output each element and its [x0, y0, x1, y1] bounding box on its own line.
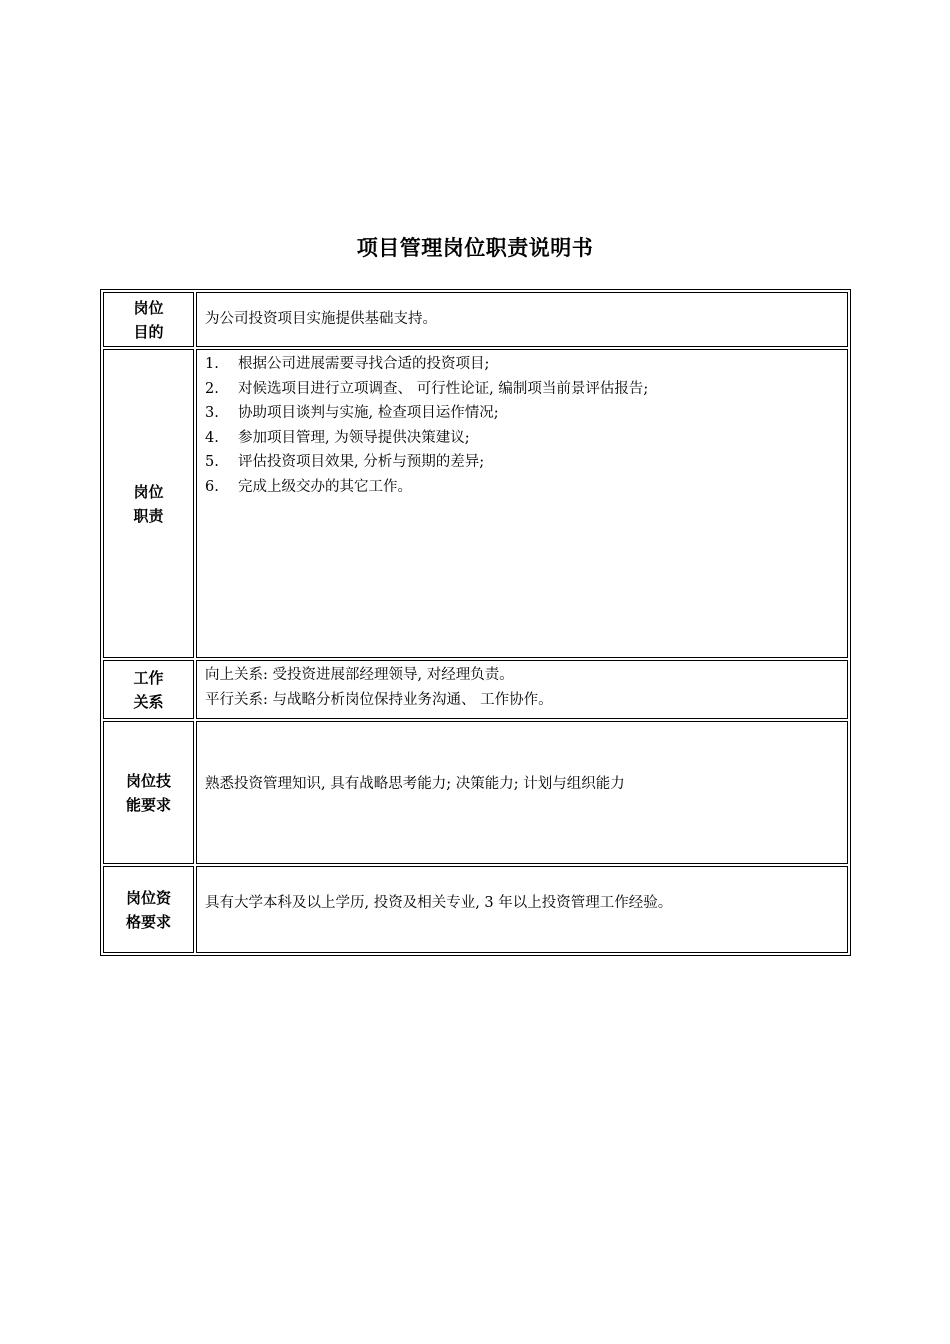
qualifications-text: 具有大学本科及以上学历, 投资及相关专业, 3 年以上投资管理工作经验。	[196, 866, 848, 953]
duties-label	[103, 349, 194, 658]
duty-text: 对候选项目进行立项调查、 可行性论证, 编制项当前景评估报告;	[238, 380, 649, 397]
upward-relation: 向上关系: 受投资进展部经理领导, 对经理负责。	[205, 667, 514, 683]
duties-row	[103, 349, 848, 658]
duty-number: 5.	[205, 454, 219, 470]
duty-number: 1.	[205, 356, 219, 372]
purpose-text: 为公司投资项目实施提供基础支持。	[196, 292, 848, 347]
duty-text: 根据公司进展需要寻找合适的投资项目;	[238, 356, 490, 372]
qualifications-label	[103, 866, 194, 953]
duty-text: 评估投资项目效果, 分析与预期的差异;	[238, 454, 485, 470]
parallel-relation: 平行关系: 与战略分析岗位保持业务沟通、 工作协作。	[205, 691, 553, 708]
skills-text: 熟悉投资管理知识, 具有战略思考能力; 决策能力; 计划与组织能力	[196, 721, 848, 864]
relations-content	[196, 660, 848, 719]
duty-text: 参加项目管理, 为领导提供决策建议;	[238, 429, 470, 446]
duties-label-line2: 职责	[133, 506, 164, 525]
purpose-label	[103, 292, 194, 347]
relations-row	[103, 660, 848, 719]
skills-label-line2: 能要求	[125, 795, 171, 814]
skills-label-line1: 岗位技	[125, 771, 171, 790]
duty-item	[205, 426, 847, 451]
purpose-label-line2: 目的	[133, 322, 164, 341]
duty-text: 完成上级交办的其它工作。	[238, 478, 412, 495]
relations-label	[103, 660, 194, 719]
duties-label-line1: 岗位	[133, 482, 164, 501]
qualifications-row	[103, 866, 848, 953]
duty-item	[205, 475, 847, 500]
purpose-row	[103, 292, 848, 347]
duty-number: 3.	[205, 405, 219, 421]
duty-item	[205, 450, 847, 475]
document-title: 项目管理岗位职责说明书	[356, 236, 594, 260]
skills-label	[103, 721, 194, 864]
duty-item	[205, 401, 847, 426]
qualifications-label-line1: 岗位资	[125, 888, 171, 907]
duty-item	[205, 352, 847, 377]
duties-list	[196, 349, 848, 658]
qualifications-label-line2: 格要求	[125, 912, 171, 931]
duty-number: 6.	[205, 478, 219, 495]
relations-label-line1: 工作	[133, 668, 164, 687]
job-description-table	[100, 289, 851, 956]
duty-text: 协助项目谈判与实施, 检查项目运作情况;	[238, 405, 499, 421]
purpose-label-line1: 岗位	[133, 298, 164, 317]
duty-item	[205, 377, 847, 402]
relations-label-line2: 关系	[133, 692, 164, 711]
skills-row	[103, 721, 848, 864]
duty-number: 4.	[205, 429, 219, 446]
duty-number: 2.	[205, 380, 219, 397]
